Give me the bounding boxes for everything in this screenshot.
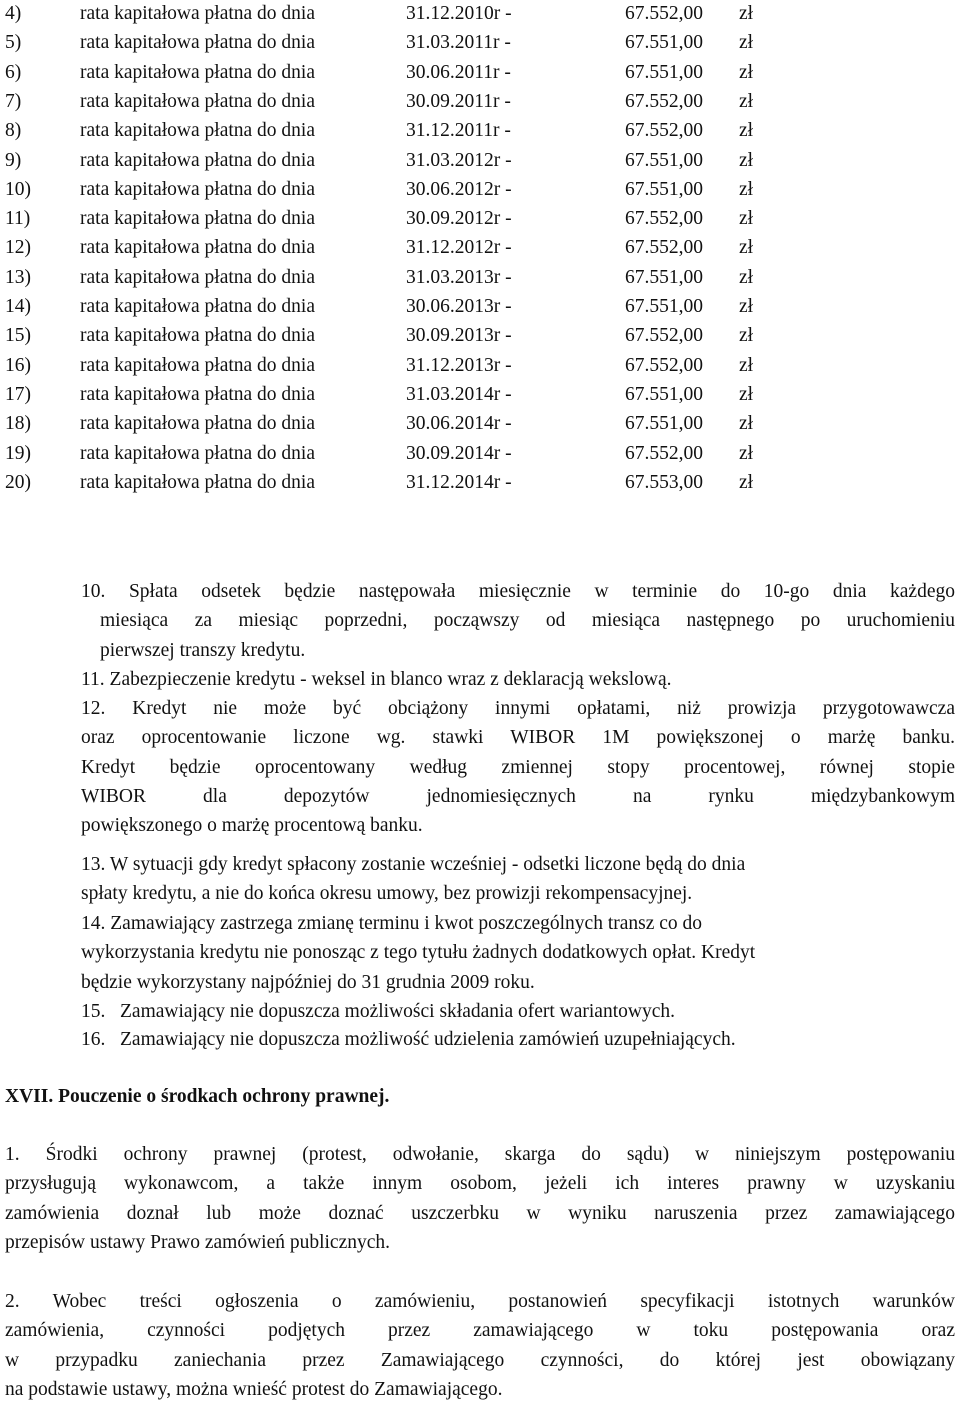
installment-amount: 67.551,00 xyxy=(625,383,703,405)
installment-label: rata kapitałowa płatna do dnia xyxy=(80,471,315,493)
installment-number: 13) xyxy=(5,266,31,288)
installment-number: 18) xyxy=(5,413,31,435)
installment-date: 31.12.2011r - xyxy=(406,120,511,142)
installment-number: 10) xyxy=(5,178,31,200)
section-point-2 xyxy=(5,1287,955,1404)
installment-date: 31.12.2014r - xyxy=(406,471,512,493)
installment-date: 30.06.2013r - xyxy=(406,296,512,317)
installment-row xyxy=(0,292,960,321)
installment-label: rata kapitałowa płatna do dnia xyxy=(80,120,315,142)
installment-currency: zł xyxy=(739,471,754,493)
paragraph-13-line-1: 13. W sytuacji gdy kredyt spłacony zostanie wcześniej - odsetki liczone będą do dnia xyxy=(81,854,746,875)
paragraph-10 xyxy=(81,577,955,665)
installment-currency: zł xyxy=(739,120,754,142)
installment-date: 31.03.2014r - xyxy=(406,383,512,405)
paragraph-14-line-3: będzie wykorzystany najpóźniej do 31 grudnia 2009 roku. xyxy=(81,971,535,993)
paragraph-12-line-3: Kredyt będzie oprocentowany według zmiennej stopy procentowej, równej stopie xyxy=(81,756,955,778)
installment-currency: zł xyxy=(739,237,754,259)
installment-amount: 67.551,00 xyxy=(625,178,703,200)
installment-amount: 67.552,00 xyxy=(625,120,703,142)
installment-amount: 67.552,00 xyxy=(625,3,703,24)
installment-currency: zł xyxy=(739,413,754,435)
installment-row xyxy=(0,321,960,350)
installment-amount: 67.551,00 xyxy=(625,32,703,54)
paragraph-15-text: 15. Zamawiający nie dopuszcza możliwości składania ofert wariantowych. xyxy=(81,1001,675,1022)
installment-date: 30.09.2013r - xyxy=(406,325,512,347)
installment-label: rata kapitałowa płatna do dnia xyxy=(80,442,315,464)
installment-number: 19) xyxy=(5,442,31,464)
section-point-1-line-1: 1. Środki ochrony prawnej (protest, odwołanie, skarga do sądu) w niniejszym postępowaniu xyxy=(5,1144,955,1165)
installment-label: rata kapitałowa płatna do dnia xyxy=(80,178,315,200)
installment-label: rata kapitałowa płatna do dnia xyxy=(80,90,315,112)
installment-row xyxy=(0,146,960,175)
installment-row xyxy=(0,175,960,204)
section-point-1-line-3: zamówienia doznał lub może doznać uszczerbku w wyniku naruszenia przez zamawiającego xyxy=(5,1202,955,1224)
installment-amount: 67.552,00 xyxy=(625,237,703,259)
installment-amount: 67.551,00 xyxy=(625,413,703,435)
installment-amount: 67.552,00 xyxy=(625,90,703,112)
installment-date: 31.12.2012r - xyxy=(406,237,512,259)
installment-date: 31.12.2010r - xyxy=(406,3,512,24)
installment-date: 30.06.2014r - xyxy=(406,413,512,435)
installment-currency: zł xyxy=(739,325,754,347)
installment-row xyxy=(0,204,960,233)
installment-row xyxy=(0,263,960,292)
section-point-2-line-2: zamówienia, czynności podjętych przez zamawiającego w toku postępowania oraz xyxy=(5,1320,955,1342)
installment-number: 9) xyxy=(5,149,22,171)
paragraph-11 xyxy=(81,665,955,694)
installment-label: rata kapitałowa płatna do dnia xyxy=(80,413,315,435)
section-point-1-line-2: przysługują wykonawcom, a także innym osobom, jeżeli ich interes prawny w uzyskaniu xyxy=(5,1173,955,1195)
installment-currency: zł xyxy=(739,3,754,24)
paragraph-12-line-1: 12. Kredyt nie może być obciążony innymi opłatami, niż prowizja przygotowawcza xyxy=(81,698,955,719)
installment-row xyxy=(0,28,960,57)
section-heading: XVII. Pouczenie o środkach ochrony prawnej. xyxy=(5,1086,390,1107)
paragraph-12-line-4: WIBOR dla depozytów jednomiesięcznych na rynku międzybankowym xyxy=(81,785,955,807)
paragraph-11-text: 11. Zabezpieczenie kredytu - weksel in blanco wraz z deklaracją wekslową. xyxy=(81,669,672,690)
installment-number: 12) xyxy=(5,237,31,259)
installment-label: rata kapitałowa płatna do dnia xyxy=(80,61,315,83)
installment-number: 16) xyxy=(5,354,31,376)
paragraph-12 xyxy=(81,694,955,840)
installment-label: rata kapitałowa płatna do dnia xyxy=(80,383,315,405)
installment-number: 20) xyxy=(5,471,31,493)
section-point-1-line-4: przepisów ustawy Prawo zamówień publicznych. xyxy=(5,1231,391,1253)
installment-number: 4) xyxy=(5,3,22,24)
installment-label: rata kapitałowa płatna do dnia xyxy=(80,354,315,376)
paragraph-10-line-3: pierwszej transzy kredytu. xyxy=(100,639,306,661)
installment-date: 30.06.2011r - xyxy=(406,61,511,83)
installment-label: rata kapitałowa płatna do dnia xyxy=(80,296,315,317)
installment-row xyxy=(0,0,960,28)
installment-label: rata kapitałowa płatna do dnia xyxy=(80,325,315,347)
installment-row xyxy=(0,351,960,380)
installment-date: 30.09.2014r - xyxy=(406,442,512,464)
section-point-2-line-3: w przypadku zaniechania przez Zamawiającego czynności, do której jest obowiązany xyxy=(5,1349,955,1371)
installment-number: 11) xyxy=(5,208,31,230)
installment-amount: 67.551,00 xyxy=(625,296,703,317)
installment-label: rata kapitałowa płatna do dnia xyxy=(80,3,315,24)
paragraph-14-line-2: wykorzystania kredytu nie ponosząc z tego tytułu żadnych dodatkowych opłat. Kredyt xyxy=(81,942,756,964)
section-point-2-line-4: na podstawie ustawy, można wnieść protest do Zamawiającego. xyxy=(5,1378,503,1400)
section-point-2-line-1: 2. Wobec treści ogłoszenia o zamówieniu, postanowień specyfikacji istotnych warunków xyxy=(5,1291,955,1312)
installment-label: rata kapitałowa płatna do dnia xyxy=(80,208,315,230)
installment-number: 14) xyxy=(5,296,31,317)
installment-number: 7) xyxy=(5,90,22,112)
paragraph-15 xyxy=(81,997,955,1026)
installment-number: 8) xyxy=(5,120,22,142)
paragraph-14 xyxy=(81,909,955,997)
installment-currency: zł xyxy=(739,383,754,405)
installment-currency: zł xyxy=(739,61,754,83)
installment-label: rata kapitałowa płatna do dnia xyxy=(80,237,315,259)
installment-label: rata kapitałowa płatna do dnia xyxy=(80,149,315,171)
installment-row xyxy=(0,116,960,145)
installment-amount: 67.552,00 xyxy=(625,354,703,376)
installment-amount: 67.552,00 xyxy=(625,325,703,347)
installment-currency: zł xyxy=(739,266,754,288)
installment-date: 30.09.2012r - xyxy=(406,208,512,230)
paragraph-16-text: 16. Zamawiający nie dopuszcza możliwość udzielenia zamówień uzupełniających. xyxy=(81,1029,736,1050)
installment-currency: zł xyxy=(739,442,754,464)
paragraph-14-line-1: 14. Zamawiający zastrzega zmianę terminu i kwot poszczególnych transz co do xyxy=(81,913,703,934)
installment-label: rata kapitałowa płatna do dnia xyxy=(80,266,315,288)
installment-amount: 67.552,00 xyxy=(625,208,703,230)
installment-date: 31.03.2013r - xyxy=(406,266,512,288)
installment-currency: zł xyxy=(739,32,754,54)
installment-number: 15) xyxy=(5,325,31,347)
paragraph-10-line-1: 10. Spłata odsetek będzie następowała miesięcznie w terminie do 10-go dnia każdego xyxy=(81,581,955,602)
installment-currency: zł xyxy=(739,90,754,112)
installment-row xyxy=(0,233,960,262)
installment-amount: 67.553,00 xyxy=(625,471,703,493)
installment-currency: zł xyxy=(739,149,754,171)
installment-currency: zł xyxy=(739,178,754,200)
installment-amount: 67.552,00 xyxy=(625,442,703,464)
section-point-1 xyxy=(5,1140,955,1257)
installment-row xyxy=(0,58,960,87)
installment-row xyxy=(0,439,960,468)
paragraph-16 xyxy=(81,1025,955,1054)
installment-date: 31.12.2013r - xyxy=(406,354,512,376)
installment-row xyxy=(0,468,960,497)
installment-number: 5) xyxy=(5,32,22,54)
installment-row xyxy=(0,87,960,116)
installment-date: 31.03.2012r - xyxy=(406,149,512,171)
paragraph-10-line-2: miesiąca za miesiąc poprzedni, począwszy od miesiąca następnego po uruchomieniu xyxy=(100,610,955,632)
paragraph-13 xyxy=(81,850,955,909)
installment-amount: 67.551,00 xyxy=(625,61,703,83)
paragraph-13-line-2: spłaty kredytu, a nie do końca okresu umowy, bez prowizji rekompensacyjnej. xyxy=(81,883,693,905)
paragraph-12-line-5: powiększonego o marżę procentową banku. xyxy=(81,815,423,837)
installment-date: 30.09.2011r - xyxy=(406,90,511,112)
installment-number: 17) xyxy=(5,383,31,405)
installment-number: 6) xyxy=(5,61,22,83)
installment-currency: zł xyxy=(739,296,754,317)
installment-row xyxy=(0,409,960,438)
installment-date: 31.03.2011r - xyxy=(406,32,511,54)
paragraph-12-line-2: oraz oprocentowanie liczone wg. stawki WIBOR 1M powiększonej o marżę banku. xyxy=(81,727,955,749)
installment-currency: zł xyxy=(739,208,754,230)
installment-label: rata kapitałowa płatna do dnia xyxy=(80,32,315,54)
installment-date: 30.06.2012r - xyxy=(406,178,512,200)
installment-row xyxy=(0,380,960,409)
installment-currency: zł xyxy=(739,354,754,376)
installment-amount: 67.551,00 xyxy=(625,266,703,288)
installment-amount: 67.551,00 xyxy=(625,149,703,171)
